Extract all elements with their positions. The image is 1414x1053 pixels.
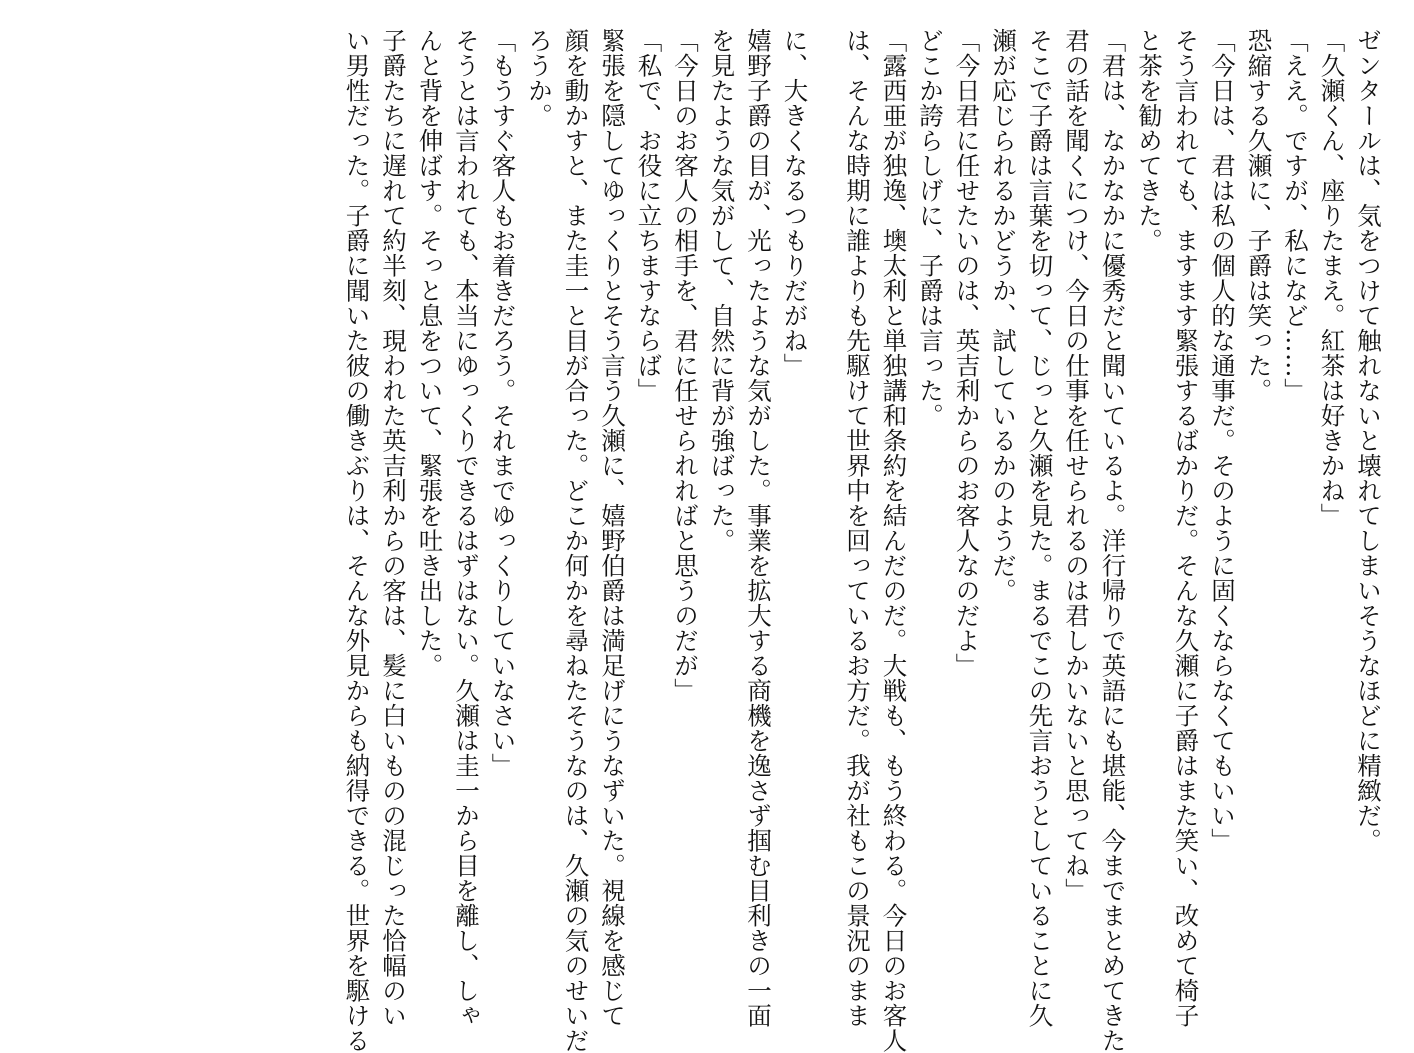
text-line: 子爵たちに遅れて約半刻、現われた英吉利からの客は、髪に白いものの混じった恰幅のい — [379, 28, 408, 1028]
text-line: 「君は、なかなかに優秀だと聞いているよ。洋行帰りで英語にも堪能、今までまとめてきた — [1098, 28, 1128, 1053]
text-line: を見たような気がして、自然に背が強ばった。 — [707, 28, 737, 553]
vertical-text-body — [338, 28, 1386, 1053]
text-line: は、そんな時期に誰よりも先駆けて世界中を回っているお方だ。我が社もこの景況のまま — [843, 28, 872, 1028]
text-line: い男性だった。子爵に聞いた彼の働きぶりは、そんな外見からも納得できる。世界を駆ける — [342, 28, 372, 1053]
text-line: 「露西亜が独逸、墺太利と単独講和条約を結んだのだ。大戦も、もう終わる。今日のお客人 — [879, 28, 909, 1053]
text-line: 君の話を聞くにつけ、今日の仕事を任せられるのは君しかいないと思ってね」 — [1062, 28, 1091, 903]
text-line: 顔を動かすと、また圭一と目が合った。どこか何かを尋ねたそうなのは、久瀬の気のせいだ — [561, 28, 591, 1053]
text-line: に、大きくなるつもりだがね」 — [780, 28, 810, 378]
text-line: 緊張を隠してゆっくりとそう言う久瀬に、嬉野伯爵は満足げにうなずいた。視線を感じて — [598, 28, 627, 1028]
text-line: ゼンタールは、気をつけて触れないと壊れてしまいそうなほどに精緻だ。 — [1354, 28, 1383, 853]
text-line: そこで子爵は言葉を切って、じっと久瀬を見た。まるでこの先言おうとしていることに久 — [1025, 28, 1055, 1028]
text-line: 「久瀬くん、座りたまえ。紅茶は好きかね」 — [1317, 28, 1347, 528]
text-line: そうとは言われても、本当にゆっくりできるはずはない。久瀬は圭一から目を離し、しゃ — [452, 28, 481, 1028]
text-line: 「今日は、君は私の個人的な通事だ。そのように固くならなくてもいい」 — [1208, 28, 1237, 853]
text-line: 恐縮する久瀬に、子爵は笑った。 — [1244, 28, 1274, 403]
text-line: 嬉野子爵の目が、光ったような気がした。事業を拡大する商機を逸さず掴む目利きの一面 — [744, 28, 773, 1028]
text-line: ろうか。 — [525, 28, 554, 128]
text-line: んと背を伸ばす。そっと息をついて、緊張を吐き出した。 — [415, 28, 445, 678]
text-line: 「私で、お役に立ちますならば」 — [634, 28, 664, 403]
text-line: と茶を勧めてきた。 — [1135, 28, 1164, 253]
text-line: どこか誇らしげに、子爵は言った。 — [916, 28, 945, 428]
text-line: 瀬が応じられるかどうか、試しているかのようだ。 — [989, 28, 1018, 603]
text-line: 「今日君に任せたいのは、英吉利からのお客人なのだよ」 — [952, 28, 982, 678]
text-line: そう言われても、ますます緊張するばかりだ。そんな久瀬に子爵はまた笑い、改めて椅子 — [1171, 28, 1201, 1028]
text-line: 「今日のお客人の相手を、君に任せられればと思うのだが」 — [671, 28, 700, 703]
text-line: 「もうすぐ客人もお着きだろう。それまでゆっくりしていなさい」 — [488, 28, 518, 778]
text-line: 「ええ。ですが、私になど……」 — [1281, 28, 1310, 403]
